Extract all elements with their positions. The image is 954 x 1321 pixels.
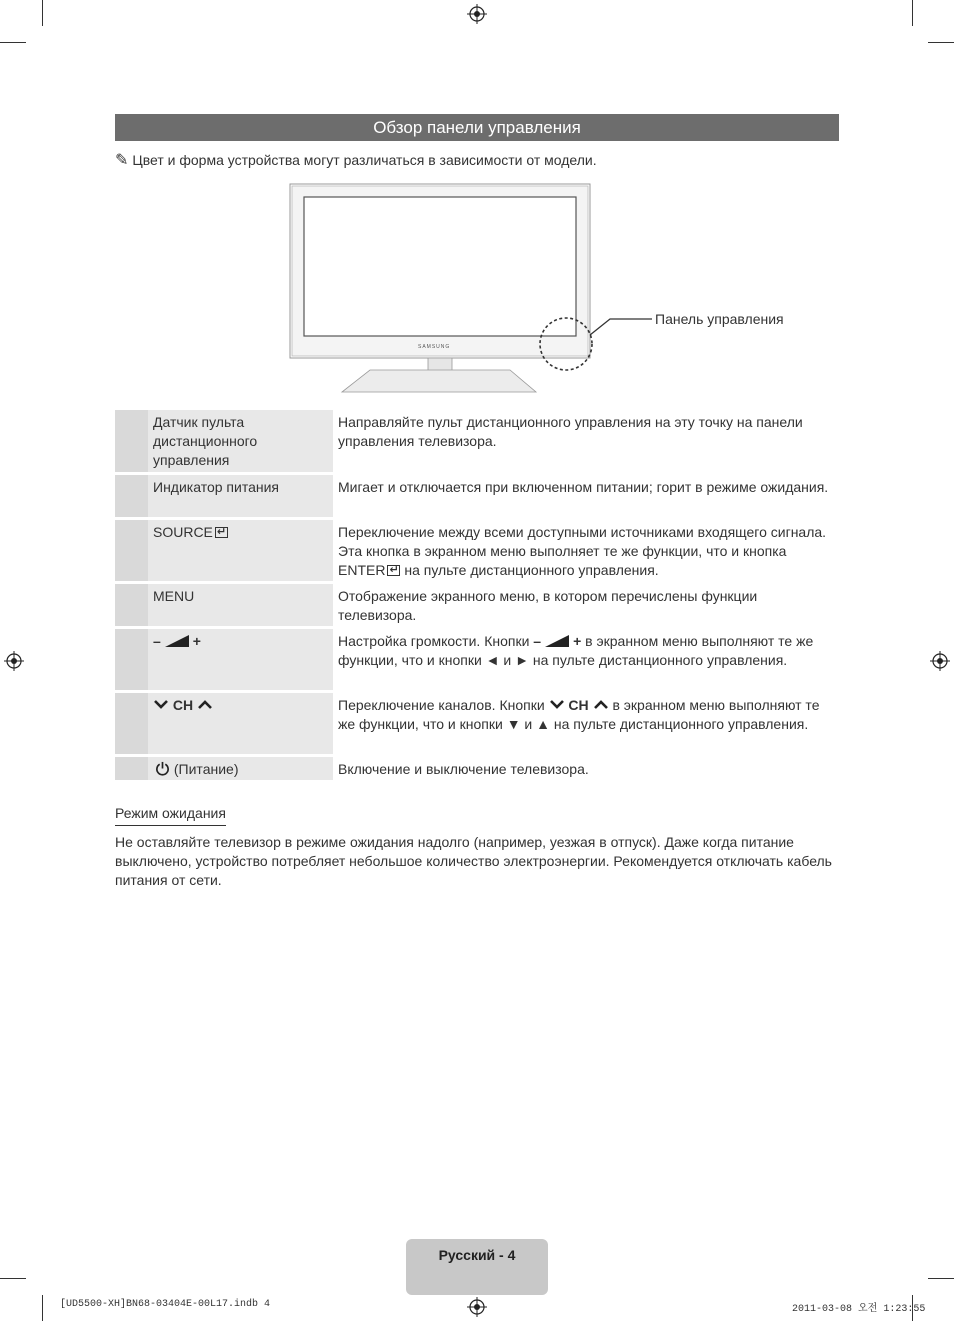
- row-marker: [115, 584, 148, 626]
- crop-mark: [42, 0, 43, 26]
- control-panel-table: [115, 410, 839, 783]
- row-marker: [115, 629, 148, 690]
- crop-mark: [928, 1278, 954, 1279]
- table-row: [115, 693, 839, 754]
- table-row: [115, 757, 839, 780]
- registration-mark-icon: [467, 4, 487, 24]
- enter-icon: [387, 565, 400, 576]
- crop-mark: [0, 1278, 26, 1279]
- row-marker: [115, 410, 148, 472]
- row-name: Датчик пульта дистанционного управления: [148, 410, 333, 472]
- crop-mark: [928, 42, 954, 43]
- chevron-up-icon: [197, 699, 213, 710]
- source-label: SOURCE: [153, 524, 213, 540]
- row-marker: [115, 475, 148, 517]
- row-name: [148, 520, 333, 581]
- row-desc-a: Настройка громкости. Кнопки: [338, 633, 530, 649]
- row-desc: [333, 693, 839, 754]
- volume-minus-label: –: [533, 633, 542, 649]
- channel-label: CH: [568, 697, 589, 713]
- standby-text: Не оставляйте телевизор в режиме ожидания надолго (например, уезжая в отпуск). Даже когда питание выключено, устройство потребляет небольшое количество электроэнергии. Рекомендуется отключать кабель питания от сети.: [115, 834, 832, 888]
- file-info: [UD5500-XH]BN68-03404E-00L17.indb 4: [60, 1299, 271, 1310]
- power-label: (Питание): [173, 761, 239, 777]
- brand-logo: SAMSUNG: [418, 344, 451, 350]
- crop-mark: [0, 42, 26, 43]
- channel-label: CH: [172, 697, 194, 713]
- page-title: Обзор панели управления: [115, 114, 839, 141]
- chevron-down-icon: [153, 699, 169, 710]
- power-icon: [155, 761, 170, 776]
- row-desc-b: на пульте дистанционного управления.: [404, 562, 659, 578]
- print-timestamp: 2011-03-08 오전 1:23:55: [792, 1304, 926, 1315]
- chevron-down-icon: [549, 699, 565, 710]
- standby-title: Режим ожидания: [115, 804, 226, 826]
- table-row: [115, 410, 839, 472]
- callout-control-panel: Панель управления: [655, 311, 784, 327]
- row-desc-b: в экранном меню выполняют те же функции, что и кнопки ▼ и ▲ на пульте дистанционного управления.: [338, 697, 820, 732]
- row-name: [148, 629, 333, 690]
- row-marker: [115, 757, 148, 780]
- row-desc: [333, 629, 839, 690]
- row-marker: [115, 693, 148, 754]
- volume-plus-label: +: [192, 633, 201, 649]
- row-desc: Включение и выключение телевизора.: [338, 761, 589, 777]
- row-name: [148, 757, 333, 780]
- registration-mark-icon: [4, 651, 24, 671]
- row-name: MENU: [148, 584, 333, 626]
- row-desc: Направляйте пульт дистанционного управления на эту точку на панели управления телевизора.: [338, 414, 803, 449]
- tv-illustration: [280, 180, 660, 402]
- volume-minus-label: –: [153, 633, 161, 649]
- registration-mark-icon: [467, 1297, 487, 1317]
- volume-icon: [545, 635, 569, 647]
- row-desc: Отображение экранного меню, в котором перечислены функции телевизора.: [338, 588, 758, 623]
- model-note-text: Цвет и форма устройства могут различаться в зависимости от модели.: [132, 152, 597, 168]
- registration-mark-icon: [930, 651, 950, 671]
- table-row: [115, 629, 839, 690]
- enter-icon: [215, 527, 228, 538]
- volume-icon: [165, 635, 189, 647]
- row-desc: [333, 520, 839, 581]
- row-desc-a: Переключение между всеми доступными источниками входящего сигнала. Эта кнопка в экранном меню выполняет те же функции, что и кнопка: [338, 524, 827, 559]
- row-marker: [115, 520, 148, 581]
- table-row: [115, 475, 839, 517]
- enter-key-label: ENTER: [338, 562, 386, 578]
- row-desc-a: Переключение каналов. Кнопки: [338, 697, 545, 713]
- crop-mark: [42, 1295, 43, 1321]
- row-desc: Мигает и отключается при включенном питании; горит в режиме ожидания.: [338, 479, 829, 495]
- table-row: [115, 584, 839, 626]
- row-name: [148, 693, 333, 754]
- row-desc-b: в экранном меню выполняют те же функции, что и кнопки ◄ и ► на пульте дистанционного управления.: [338, 633, 814, 668]
- model-note: [115, 150, 597, 171]
- chevron-up-icon: [593, 699, 609, 710]
- table-row: [115, 520, 839, 581]
- page-number-tab: Русский - 4: [406, 1239, 548, 1295]
- pencil-note-icon: ✎: [115, 152, 129, 169]
- row-name: Индикатор питания: [148, 475, 333, 517]
- crop-mark: [912, 0, 913, 26]
- volume-plus-label: +: [573, 633, 582, 649]
